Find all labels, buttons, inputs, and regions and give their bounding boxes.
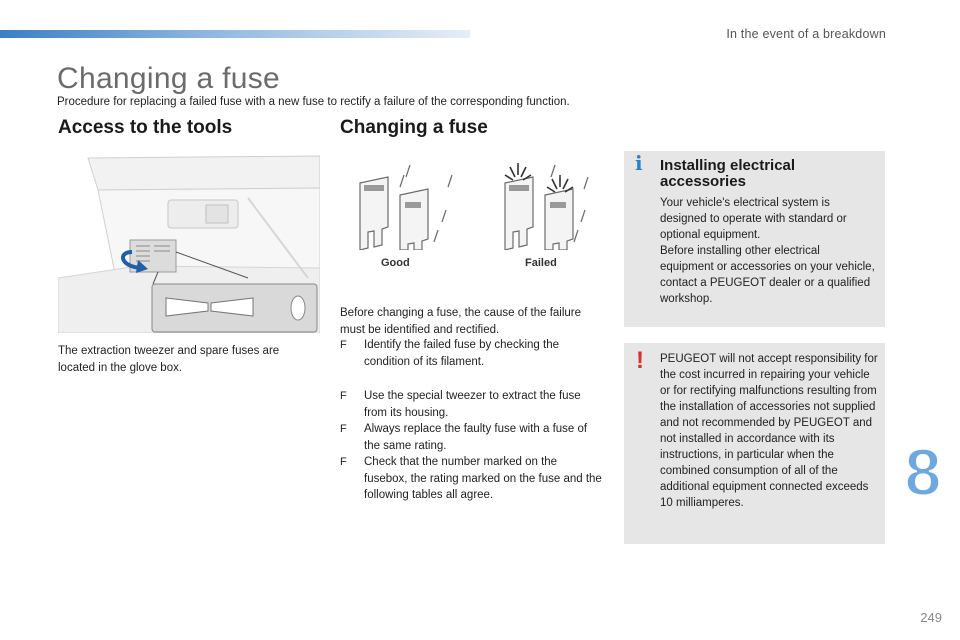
step-text: Identify the failed fuse by checking the condition of its filament. [364, 339, 559, 368]
fuse-good-failed-illustration [340, 155, 602, 250]
info-text [660, 195, 875, 307]
step-text: Check that the number marked on the fusebox, the rating marked on the fuse and the following tables all agree. [364, 456, 602, 501]
warning-icon: ! [636, 347, 644, 374]
list-item [340, 388, 602, 421]
fuse-good-label: Good [381, 257, 410, 269]
header-section-title: In the event of a breakdown [726, 27, 886, 41]
chapter-number: 8 [904, 437, 942, 505]
bullet-icon: F [340, 390, 347, 402]
page-title: Changing a fuse [57, 62, 280, 95]
bullet-icon: F [340, 339, 347, 351]
fuse-failed-label: Failed [525, 257, 557, 269]
step-text: Use the special tweezer to extract the fuse from its housing. [364, 390, 581, 419]
page-number: 249 [920, 610, 942, 625]
tools-description: The extraction tweezer and spare fuses are located in the glove box. [58, 345, 280, 374]
info-text-1: Your vehicle's electrical system is designed to operate with standard or optional equipment. [660, 197, 847, 241]
list-item [340, 421, 602, 454]
info-text-2: Before installing other electrical equipment or accessories on your vehicle, contact a PEUGEOT dealer or a qualified workshop. [660, 245, 875, 305]
changing-heading: Changing a fuse [340, 117, 488, 138]
list-item [340, 454, 602, 504]
page-intro: Procedure for replacing a failed fuse with a new fuse to rectify a failure of the corresponding function. [57, 96, 570, 108]
bullet-icon: F [340, 423, 347, 435]
header-accent-bar [0, 30, 470, 38]
bullet-icon: F [340, 456, 347, 468]
list-item [340, 337, 602, 370]
step-list-first [340, 337, 602, 370]
info-title: Installing electrical accessories [660, 157, 796, 190]
info-icon: i [635, 151, 643, 175]
tools-heading: Access to the tools [58, 117, 233, 138]
glove-box-illustration [58, 148, 320, 333]
warning-text: PEUGEOT will not accept responsibility for the cost incurred in repairing your vehicle or for rectifying malfunctions resulting from the installation of accessories not supplied and not recommended by PEUGEOT and not installed in accordance with its instructions, in particular when the combined consumption of all of the additional equipment connected exceeds 10 milliamperes. [660, 353, 878, 509]
step-list-second [340, 388, 602, 504]
chapter-number-badge [897, 437, 949, 505]
changing-intro-paragraph: Before changing a fuse, the cause of the failure must be identified and rectified. [340, 307, 582, 336]
step-text: Always replace the faulty fuse with a fuse of the same rating. [364, 423, 588, 452]
